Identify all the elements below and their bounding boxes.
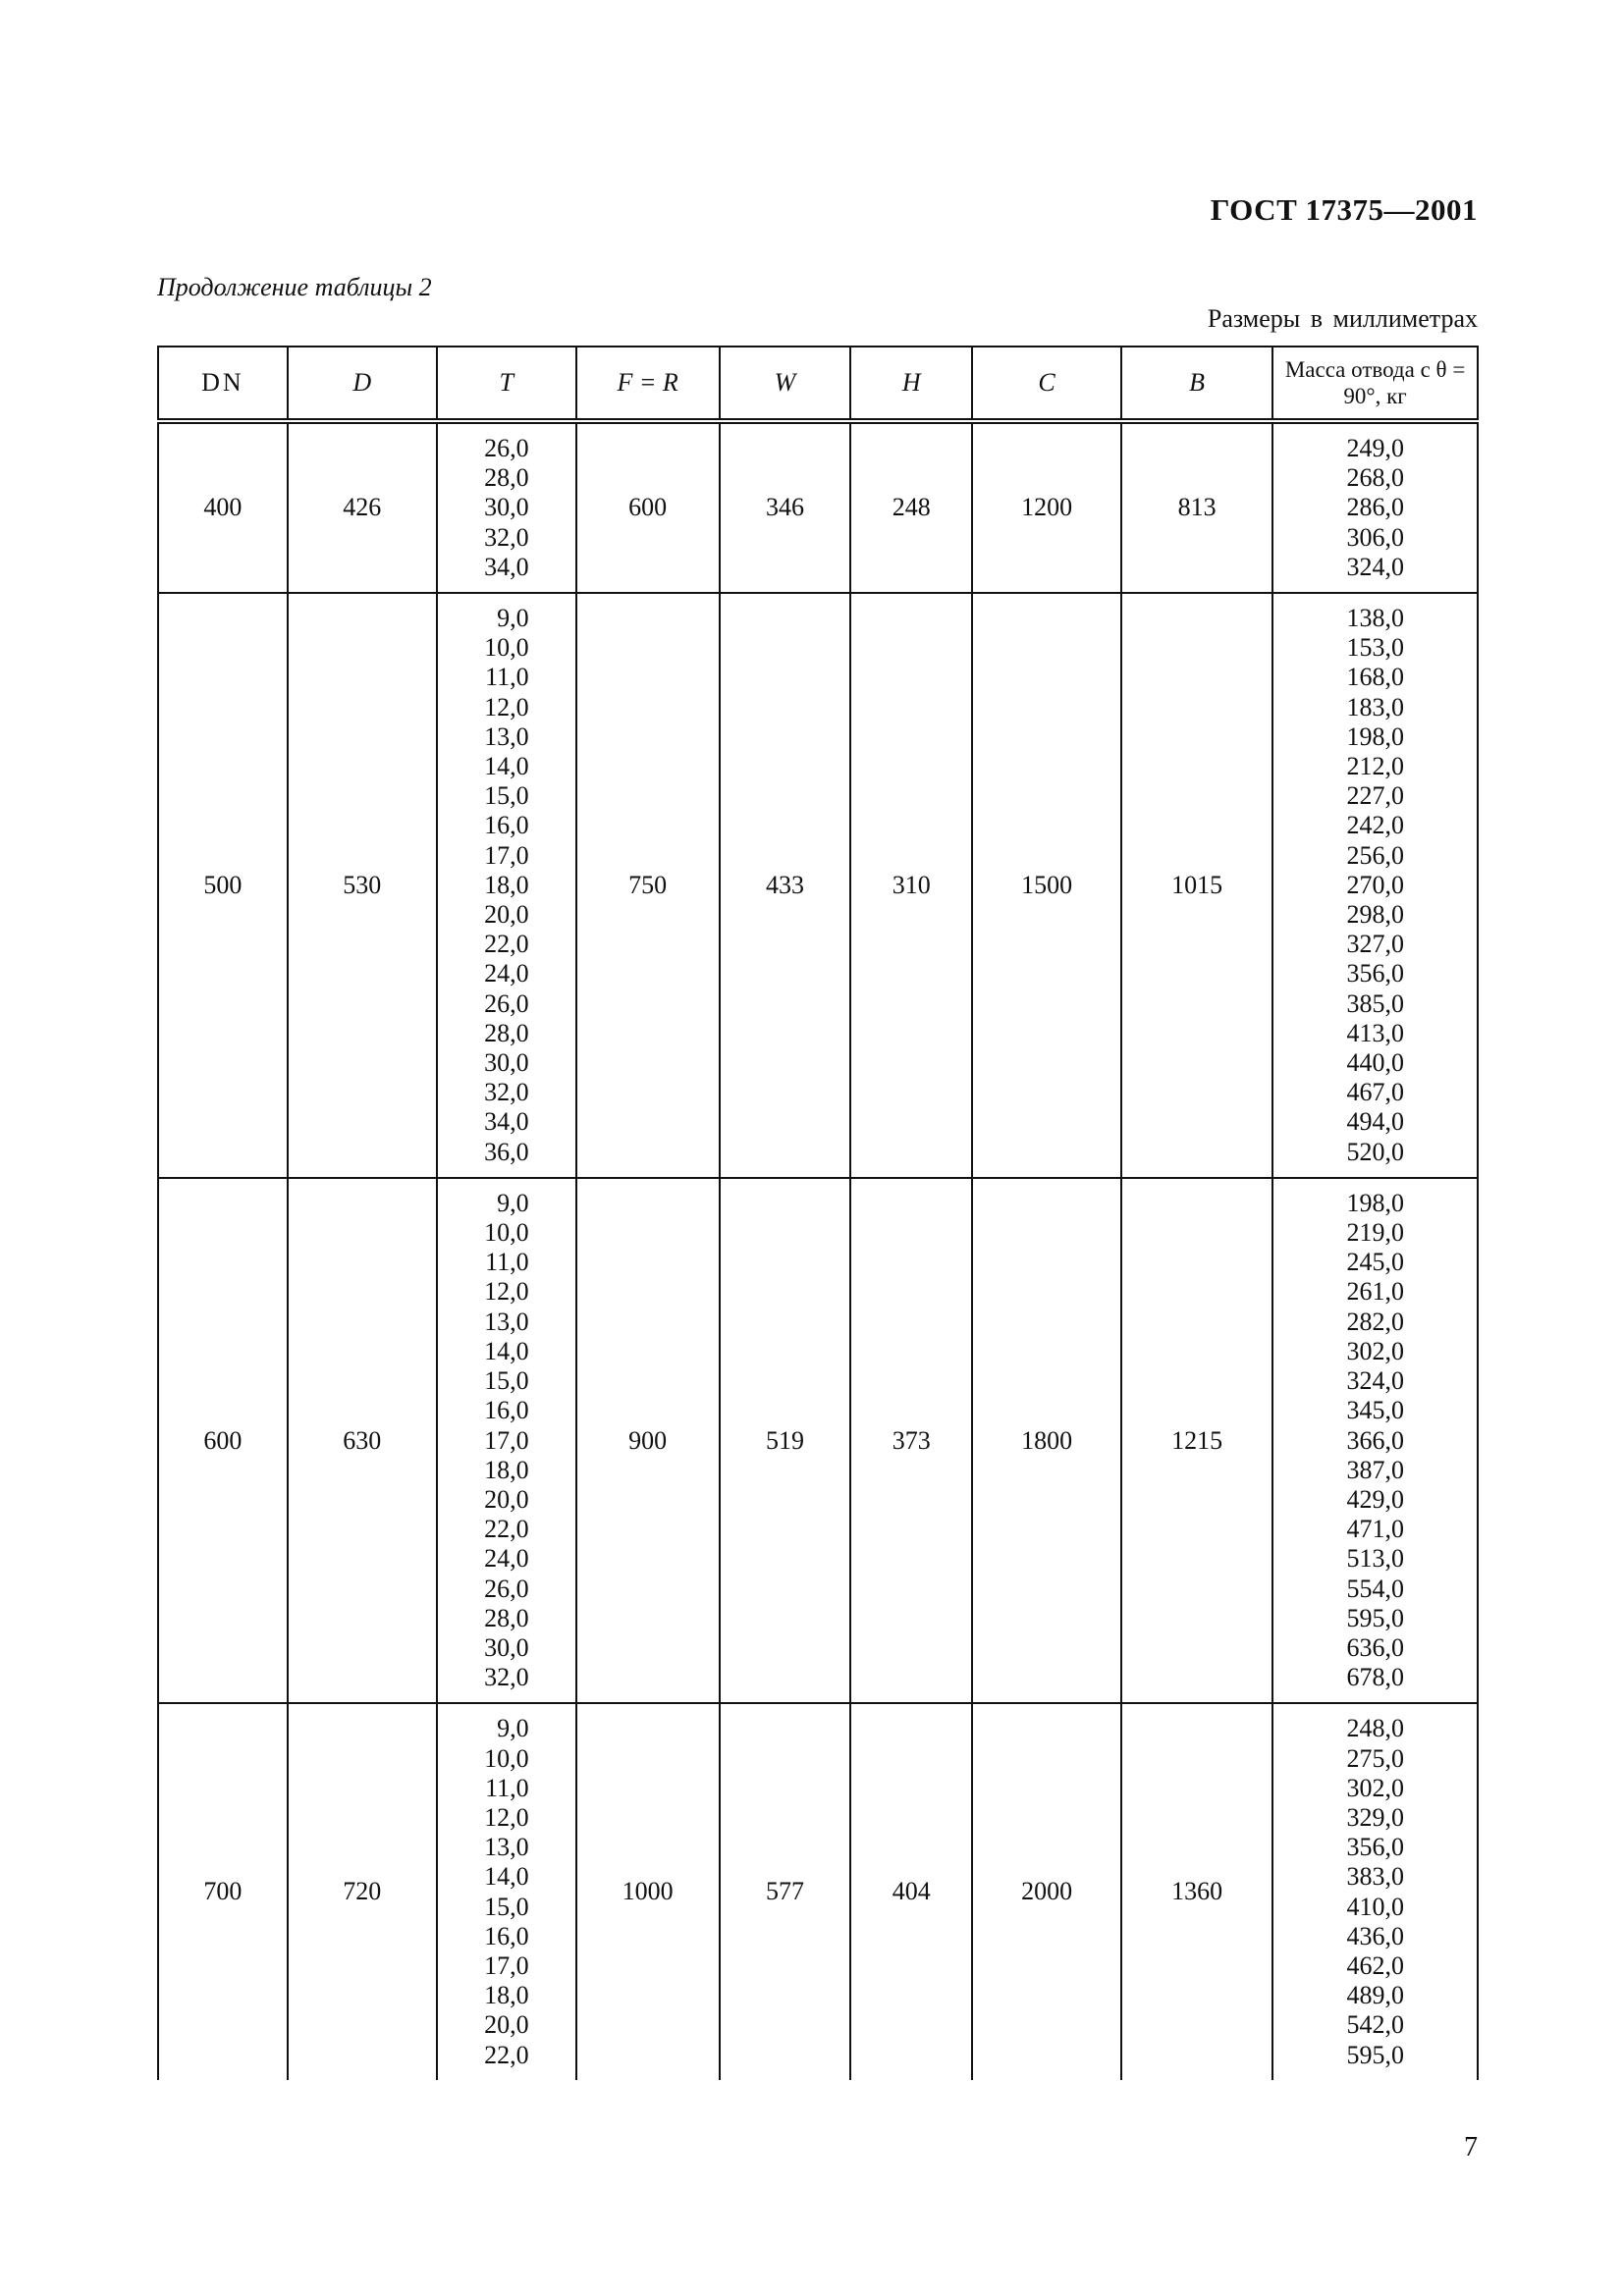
cell-t-value: 9,0 bbox=[497, 1714, 529, 1743]
cell-mass-value: 261,0 bbox=[1346, 1277, 1404, 1307]
table-header-row bbox=[158, 347, 1478, 421]
cell-t-value: 20,0 bbox=[484, 1484, 529, 1514]
document-code: ГОСТ 17375—2001 bbox=[1210, 192, 1478, 227]
cell-t-value: 30,0 bbox=[484, 1632, 529, 1662]
table-row bbox=[158, 421, 1478, 593]
cell-mass-value: 387,0 bbox=[1346, 1455, 1404, 1484]
cell-mass-value: 329,0 bbox=[1346, 1802, 1404, 1832]
cell-t-value: 24,0 bbox=[484, 1544, 529, 1574]
cell-t-value: 20,0 bbox=[484, 2010, 529, 2040]
cell-t-value: 16,0 bbox=[484, 811, 529, 840]
cell-mass bbox=[1272, 1178, 1478, 1703]
cell-t-value: 28,0 bbox=[484, 1018, 529, 1047]
cell-f-r: 600 bbox=[576, 421, 720, 593]
cell-t-value: 12,0 bbox=[484, 1802, 529, 1832]
cell-t bbox=[437, 1178, 576, 1703]
header-c: C bbox=[972, 347, 1121, 421]
cell-t-value: 16,0 bbox=[484, 1396, 529, 1425]
cell-t-value: 34,0 bbox=[484, 1107, 529, 1137]
cell-mass-value: 489,0 bbox=[1346, 1981, 1404, 2010]
cell-mass-value: 242,0 bbox=[1346, 811, 1404, 840]
cell-d: 426 bbox=[288, 421, 437, 593]
header-dn: DN bbox=[158, 347, 288, 421]
cell-t bbox=[437, 593, 576, 1178]
header-mass: Масса отвода с θ = 90°, кг bbox=[1272, 347, 1478, 421]
cell-h: 404 bbox=[850, 1703, 972, 2079]
cell-mass-value: 198,0 bbox=[1346, 1188, 1404, 1217]
table-row bbox=[158, 1703, 1478, 2079]
cell-c: 1200 bbox=[972, 421, 1121, 593]
cell-mass-value: 554,0 bbox=[1346, 1574, 1404, 1603]
cell-t-value: 15,0 bbox=[484, 781, 529, 811]
cell-t-value: 13,0 bbox=[484, 1307, 529, 1336]
page-number: 7 bbox=[1464, 2132, 1478, 2163]
cell-t-value: 17,0 bbox=[484, 1425, 529, 1455]
cell-b: 1360 bbox=[1121, 1703, 1272, 2079]
cell-mass-value: 227,0 bbox=[1346, 781, 1404, 811]
cell-t-value: 32,0 bbox=[484, 1663, 529, 1692]
cell-mass-value: 385,0 bbox=[1346, 988, 1404, 1018]
cell-t-value: 9,0 bbox=[497, 1188, 529, 1217]
cell-mass-value: 286,0 bbox=[1346, 493, 1404, 522]
dimensions-table bbox=[157, 346, 1479, 2080]
cell-mass-value: 153,0 bbox=[1346, 633, 1404, 663]
cell-mass-value: 282,0 bbox=[1346, 1307, 1404, 1336]
cell-mass-value: 324,0 bbox=[1346, 1366, 1404, 1396]
cell-mass-value: 345,0 bbox=[1346, 1396, 1404, 1425]
cell-mass-value: 270,0 bbox=[1346, 870, 1404, 899]
cell-f-r: 750 bbox=[576, 593, 720, 1178]
cell-t-value: 9,0 bbox=[497, 604, 529, 633]
cell-mass bbox=[1272, 421, 1478, 593]
cell-t-value: 28,0 bbox=[484, 463, 529, 493]
cell-mass-value: 410,0 bbox=[1346, 1892, 1404, 1921]
cell-mass-value: 383,0 bbox=[1346, 1862, 1404, 1892]
cell-t-value: 28,0 bbox=[484, 1603, 529, 1632]
cell-t-value: 15,0 bbox=[484, 1366, 529, 1396]
table-row bbox=[158, 1178, 1478, 1703]
cell-mass-value: 462,0 bbox=[1346, 1950, 1404, 1980]
cell-d: 530 bbox=[288, 593, 437, 1178]
cell-mass-value: 302,0 bbox=[1346, 1336, 1404, 1365]
cell-mass-value: 494,0 bbox=[1346, 1107, 1404, 1137]
cell-t-value: 30,0 bbox=[484, 493, 529, 522]
cell-t-value: 11,0 bbox=[485, 1248, 529, 1277]
cell-mass-value: 306,0 bbox=[1346, 522, 1404, 552]
cell-h: 248 bbox=[850, 421, 972, 593]
cell-mass-value: 138,0 bbox=[1346, 604, 1404, 633]
cell-mass-value: 168,0 bbox=[1346, 663, 1404, 692]
cell-mass-value: 678,0 bbox=[1346, 1663, 1404, 1692]
header-t: T bbox=[437, 347, 576, 421]
cell-t-value: 34,0 bbox=[484, 552, 529, 581]
cell-w: 577 bbox=[720, 1703, 851, 2079]
cell-t-value: 10,0 bbox=[484, 633, 529, 663]
cell-t-value: 32,0 bbox=[484, 1078, 529, 1107]
cell-mass-value: 275,0 bbox=[1346, 1743, 1404, 1773]
table-row bbox=[158, 593, 1478, 1178]
cell-mass-value: 268,0 bbox=[1346, 463, 1404, 493]
cell-t-value: 14,0 bbox=[484, 1336, 529, 1365]
cell-w: 519 bbox=[720, 1178, 851, 1703]
header-w: W bbox=[720, 347, 851, 421]
cell-t-value: 26,0 bbox=[484, 434, 529, 462]
cell-t-value: 20,0 bbox=[484, 900, 529, 930]
cell-mass-value: 513,0 bbox=[1346, 1544, 1404, 1574]
cell-b: 813 bbox=[1121, 421, 1272, 593]
cell-mass-value: 471,0 bbox=[1346, 1515, 1404, 1544]
cell-t-value: 22,0 bbox=[484, 930, 529, 959]
cell-mass-value: 183,0 bbox=[1346, 692, 1404, 721]
cell-dn: 400 bbox=[158, 421, 288, 593]
cell-mass bbox=[1272, 1703, 1478, 2079]
cell-f-r: 1000 bbox=[576, 1703, 720, 2079]
cell-f-r: 900 bbox=[576, 1178, 720, 1703]
cell-d: 630 bbox=[288, 1178, 437, 1703]
cell-t bbox=[437, 421, 576, 593]
cell-mass-value: 256,0 bbox=[1346, 840, 1404, 870]
cell-mass-value: 212,0 bbox=[1346, 752, 1404, 781]
cell-b: 1215 bbox=[1121, 1178, 1272, 1703]
cell-w: 433 bbox=[720, 593, 851, 1178]
cell-mass-value: 595,0 bbox=[1346, 1603, 1404, 1632]
cell-t-value: 32,0 bbox=[484, 522, 529, 552]
cell-t-value: 11,0 bbox=[485, 1773, 529, 1802]
cell-h: 373 bbox=[850, 1178, 972, 1703]
cell-mass-value: 429,0 bbox=[1346, 1484, 1404, 1514]
cell-t-value: 26,0 bbox=[484, 1574, 529, 1603]
cell-mass-value: 298,0 bbox=[1346, 900, 1404, 930]
cell-b: 1015 bbox=[1121, 593, 1272, 1178]
cell-t-value: 16,0 bbox=[484, 1921, 529, 1950]
cell-mass-value: 440,0 bbox=[1346, 1048, 1404, 1078]
cell-t-value: 24,0 bbox=[484, 959, 529, 988]
cell-mass-value: 356,0 bbox=[1346, 959, 1404, 988]
cell-t-value: 12,0 bbox=[484, 692, 529, 721]
cell-mass-value: 636,0 bbox=[1346, 1632, 1404, 1662]
cell-mass-value: 245,0 bbox=[1346, 1248, 1404, 1277]
cell-mass-value: 366,0 bbox=[1346, 1425, 1404, 1455]
cell-mass-value: 327,0 bbox=[1346, 930, 1404, 959]
cell-dn: 600 bbox=[158, 1178, 288, 1703]
cell-dn: 500 bbox=[158, 593, 288, 1178]
header-h: H bbox=[850, 347, 972, 421]
cell-mass-value: 595,0 bbox=[1346, 2040, 1404, 2069]
cell-t-value: 10,0 bbox=[484, 1218, 529, 1248]
cell-t bbox=[437, 1703, 576, 2079]
cell-t-value: 17,0 bbox=[484, 840, 529, 870]
cell-mass-value: 219,0 bbox=[1346, 1218, 1404, 1248]
cell-mass-value: 248,0 bbox=[1346, 1714, 1404, 1743]
cell-mass-value: 302,0 bbox=[1346, 1773, 1404, 1802]
cell-t-value: 17,0 bbox=[484, 1950, 529, 1980]
table-body bbox=[158, 421, 1478, 2080]
cell-mass-value: 249,0 bbox=[1346, 434, 1404, 462]
header-f-r: F = R bbox=[576, 347, 720, 421]
cell-t-value: 14,0 bbox=[484, 1862, 529, 1892]
cell-t-value: 22,0 bbox=[484, 2040, 529, 2069]
cell-t-value: 14,0 bbox=[484, 752, 529, 781]
cell-t-value: 18,0 bbox=[484, 870, 529, 899]
cell-t-value: 15,0 bbox=[484, 1892, 529, 1921]
cell-t-value: 12,0 bbox=[484, 1277, 529, 1307]
cell-mass-value: 198,0 bbox=[1346, 721, 1404, 751]
header-b: B bbox=[1121, 347, 1272, 421]
cell-t-value: 36,0 bbox=[484, 1137, 529, 1166]
cell-mass bbox=[1272, 593, 1478, 1178]
cell-t-value: 13,0 bbox=[484, 721, 529, 751]
cell-mass-value: 413,0 bbox=[1346, 1018, 1404, 1047]
cell-mass-value: 542,0 bbox=[1346, 2010, 1404, 2040]
cell-t-value: 30,0 bbox=[484, 1048, 529, 1078]
cell-t-value: 11,0 bbox=[485, 663, 529, 692]
units-note: Размеры в миллиметрах bbox=[1207, 304, 1478, 333]
cell-w: 346 bbox=[720, 421, 851, 593]
cell-mass-value: 436,0 bbox=[1346, 1921, 1404, 1950]
cell-dn: 700 bbox=[158, 1703, 288, 2079]
table-continuation-caption: Продолжение таблицы 2 bbox=[157, 273, 432, 301]
cell-t-value: 13,0 bbox=[484, 1833, 529, 1862]
cell-t-value: 18,0 bbox=[484, 1981, 529, 2010]
cell-mass-value: 520,0 bbox=[1346, 1137, 1404, 1166]
cell-mass-value: 356,0 bbox=[1346, 1833, 1404, 1862]
cell-t-value: 22,0 bbox=[484, 1515, 529, 1544]
cell-t-value: 10,0 bbox=[484, 1743, 529, 1773]
header-d: D bbox=[288, 347, 437, 421]
cell-h: 310 bbox=[850, 593, 972, 1178]
cell-c: 2000 bbox=[972, 1703, 1121, 2079]
cell-c: 1500 bbox=[972, 593, 1121, 1178]
cell-d: 720 bbox=[288, 1703, 437, 2079]
cell-c: 1800 bbox=[972, 1178, 1121, 1703]
cell-mass-value: 467,0 bbox=[1346, 1078, 1404, 1107]
cell-mass-value: 324,0 bbox=[1346, 552, 1404, 581]
cell-t-value: 18,0 bbox=[484, 1455, 529, 1484]
cell-t-value: 26,0 bbox=[484, 988, 529, 1018]
